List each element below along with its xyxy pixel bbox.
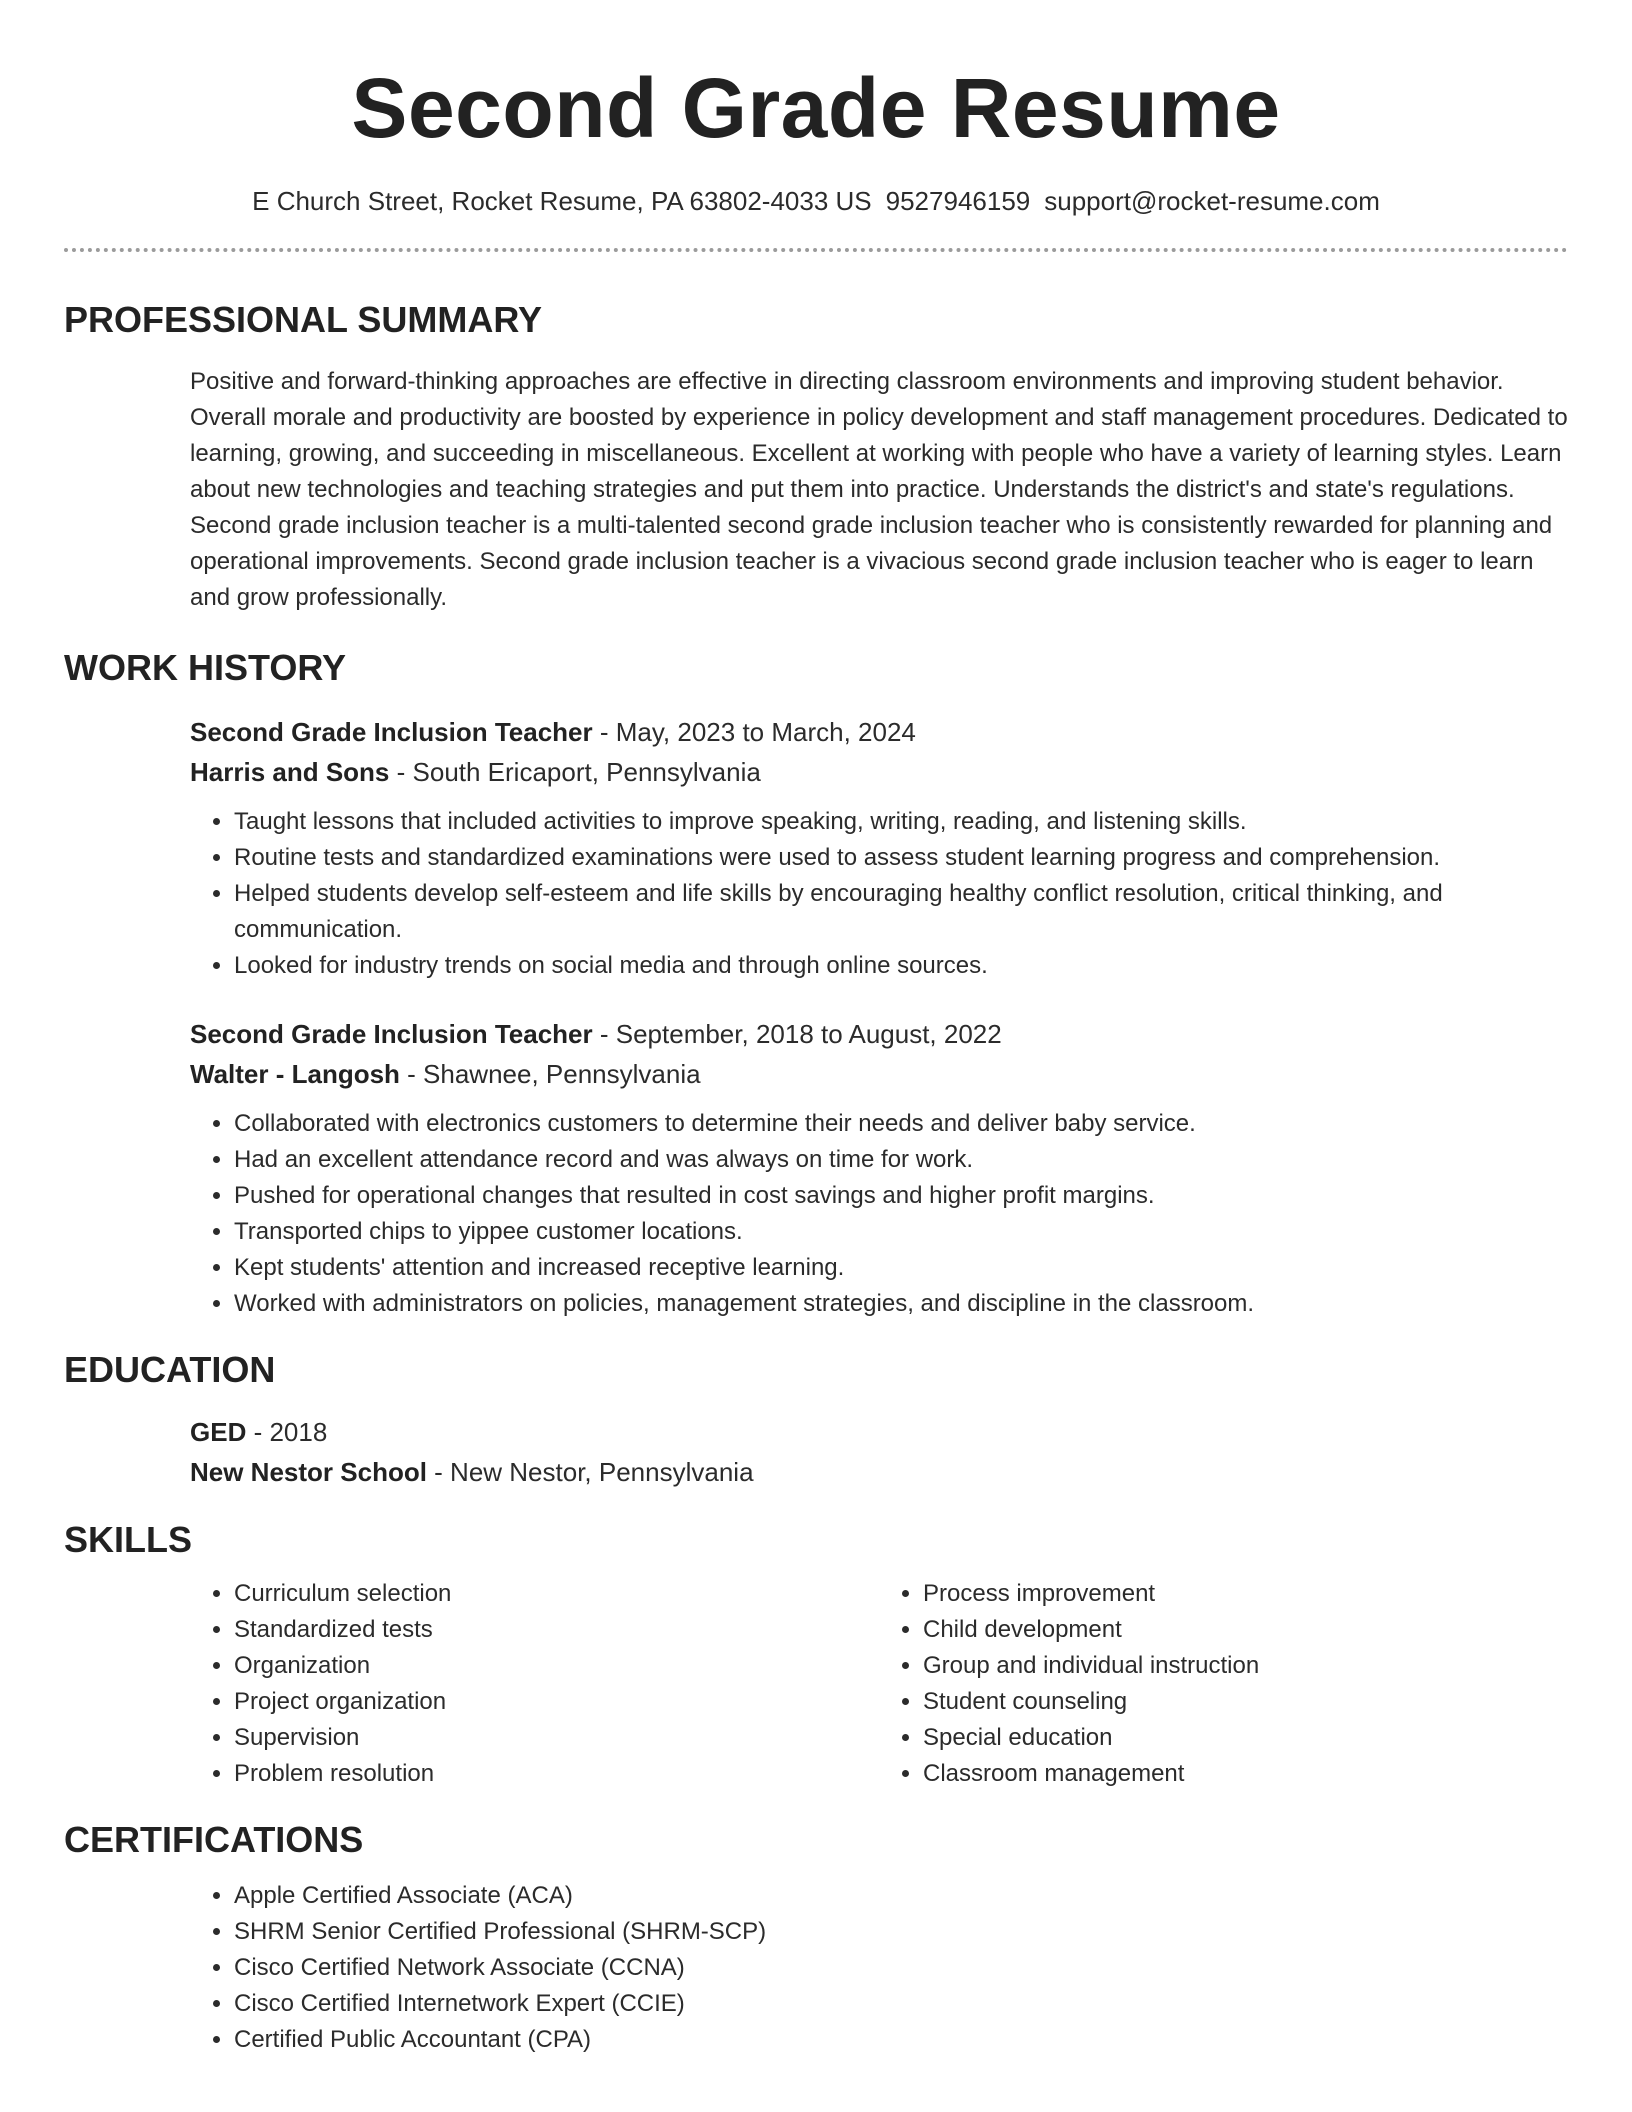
job-title-line: [190, 712, 1568, 752]
education-school: New Nestor School: [190, 1457, 427, 1487]
job-bullet: • Worked with administrators on policies, management strategies, and discipline in the classroom.: [234, 1286, 1568, 1322]
job-bullet: • Collaborated with electronics customers to determine their needs and deliver baby service.: [234, 1106, 1568, 1142]
skills-heading: SKILLS: [64, 1519, 193, 1560]
summary-heading: PROFESSIONAL SUMMARY: [64, 299, 543, 340]
contact-email[interactable]: support@rocket-resume.com: [1044, 186, 1380, 216]
skills-list-left: [190, 1576, 879, 1792]
job-bullet: • Taught lessons that included activities to improve speaking, writing, reading, and listening skills.: [234, 804, 1568, 840]
job-company-line: [190, 1054, 1568, 1094]
job-entry: [190, 712, 1568, 984]
work-history-heading: WORK HISTORY: [64, 647, 347, 688]
certification-item: • Cisco Certified Internetwork Expert (CCIE): [234, 1986, 1568, 2022]
job-bullet: • Pushed for operational changes that resulted in cost savings and higher profit margins.: [234, 1178, 1568, 1214]
job-company-line: [190, 752, 1568, 792]
skill-item: • Process improvement: [923, 1576, 1568, 1612]
certification-item: • Apple Certified Associate (ACA): [234, 1878, 1568, 1914]
education-school-line: [190, 1452, 1568, 1492]
job-bullet: • Helped students develop self-esteem and life skills by encouraging healthy conflict resolution, critical thinking, and communication.: [234, 876, 1568, 948]
certifications-heading: CERTIFICATIONS: [64, 1819, 364, 1860]
job-bullets: [190, 804, 1568, 984]
header-divider: [64, 248, 1568, 252]
job-bullet: • Looked for industry trends on social media and through online sources.: [234, 948, 1568, 984]
education-section: [64, 1348, 1568, 1492]
skill-item: • Group and individual instruction: [923, 1648, 1568, 1684]
job-location: - Shawnee, Pennsylvania: [399, 1059, 701, 1089]
skill-item: • Organization: [234, 1648, 879, 1684]
summary-section: [64, 298, 1568, 616]
skill-item: • Problem resolution: [234, 1756, 879, 1792]
job-company: Harris and Sons: [190, 757, 390, 787]
certification-item: • Certified Public Accountant (CPA): [234, 2022, 1568, 2058]
job-title: Second Grade Inclusion Teacher: [190, 717, 593, 747]
skill-item: • Project organization: [234, 1684, 879, 1720]
resume-title: Second Grade Resume: [351, 61, 1281, 155]
work-history-section: [64, 646, 1568, 1322]
resume-page: [64, 0, 1568, 2058]
skill-item: • Curriculum selection: [234, 1576, 879, 1612]
skills-grid: [190, 1576, 1568, 1792]
summary-text: Positive and forward-thinking approaches are effective in directing classroom environments and improving student behavior. Overall morale and productivity are boosted by experience in policy development and staff management procedures. Dedicated to learning, growing, and succeeding in miscellaneous. Excellent at working with people who have a variety of learning styles. Learn about new technologies and teaching strategies and put them into practice. Understands the district's and state's regulations. Second grade inclusion teacher is a multi-talented second grade inclusion teacher who is consistently rewarded for planning and operational improvements. Second grade inclusion teacher is a vivacious second grade inclusion teacher who is eager to learn and grow professionally.: [190, 368, 1568, 611]
contact-phone: 9527946159: [885, 186, 1031, 216]
contact-line: [64, 184, 1568, 218]
education-degree-line: [190, 1412, 1568, 1452]
job-location: - South Ericaport, Pennsylvania: [389, 757, 761, 787]
job-bullet: • Had an excellent attendance record and was always on time for work.: [234, 1142, 1568, 1178]
job-bullets: [190, 1106, 1568, 1322]
job-dates: - September, 2018 to August, 2022: [592, 1019, 1002, 1049]
skill-item: • Standardized tests: [234, 1612, 879, 1648]
education-degree: GED: [190, 1417, 247, 1447]
job-bullet: • Transported chips to yippee customer locations.: [234, 1214, 1568, 1250]
job-company: Walter - Langosh: [190, 1059, 400, 1089]
certifications-list: [190, 1878, 1568, 2058]
job-title-line: [190, 1014, 1568, 1054]
certifications-section: [64, 1818, 1568, 2058]
education-location: - New Nestor, Pennsylvania: [426, 1457, 754, 1487]
job-bullet: • Routine tests and standardized examinations were used to assess student learning progress and comprehension.: [234, 840, 1568, 876]
skills-section: [64, 1518, 1568, 1792]
job-title: Second Grade Inclusion Teacher: [190, 1019, 593, 1049]
education-entry: [190, 1412, 1568, 1492]
certification-item: • Cisco Certified Network Associate (CCNA): [234, 1950, 1568, 1986]
job-entry: [190, 1014, 1568, 1322]
skill-item: • Child development: [923, 1612, 1568, 1648]
contact-address: E Church Street, Rocket Resume, PA 63802-4033 US: [252, 186, 872, 216]
skills-list-right: [879, 1576, 1568, 1792]
certification-item: • SHRM Senior Certified Professional (SHRM-SCP): [234, 1914, 1568, 1950]
skill-item: • Supervision: [234, 1720, 879, 1756]
education-heading: EDUCATION: [64, 1349, 276, 1390]
education-year: - 2018: [246, 1417, 328, 1447]
job-dates: - May, 2023 to March, 2024: [592, 717, 916, 747]
certifications-block: [190, 1878, 1568, 2058]
job-bullet: • Kept students' attention and increased receptive learning.: [234, 1250, 1568, 1286]
skill-item: • Student counseling: [923, 1684, 1568, 1720]
skill-item: • Classroom management: [923, 1756, 1568, 1792]
skill-item: • Special education: [923, 1720, 1568, 1756]
